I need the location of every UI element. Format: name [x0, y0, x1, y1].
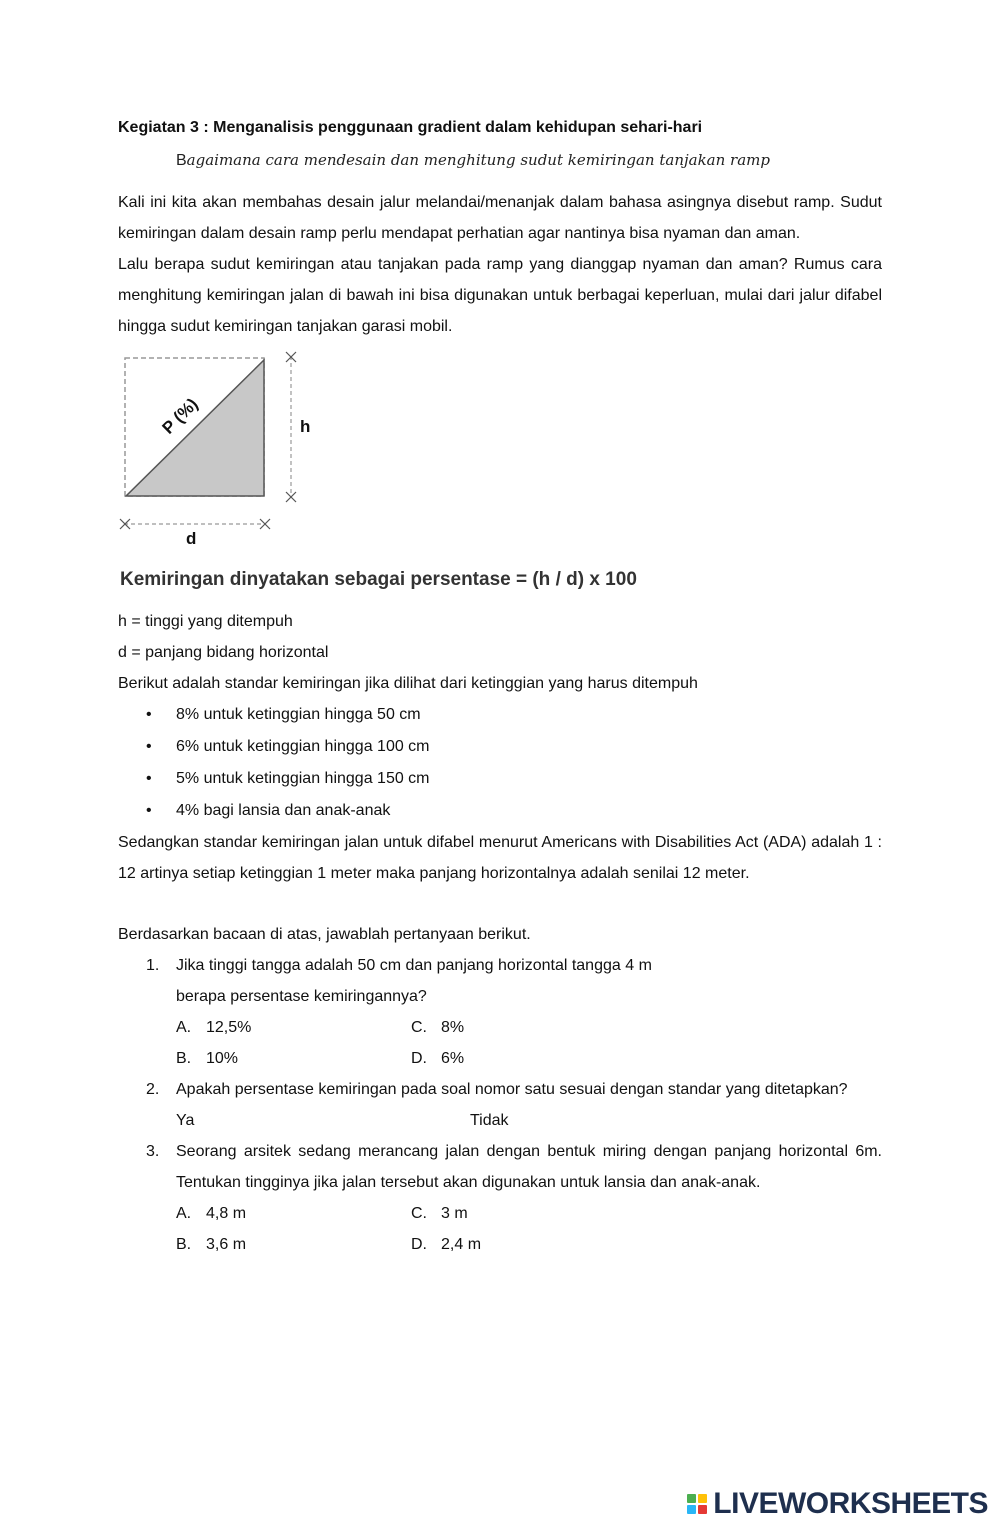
question-2-options — [176, 1105, 882, 1136]
option-no[interactable]: Tidak — [470, 1112, 509, 1129]
liveworksheets-logo-text: LIVEWORKSHEETS — [713, 1487, 988, 1520]
definitions — [118, 606, 882, 699]
slope-label: P (%) — [158, 394, 202, 438]
question-3-options — [176, 1198, 882, 1260]
standard-intro: Berikut adalah standar kemiringan jika dilihat dari ketinggian yang harus ditempuh — [118, 675, 698, 692]
subtitle-capital: B — [176, 152, 187, 169]
liveworksheets-logo-icon — [687, 1494, 707, 1514]
question-1 — [118, 950, 882, 1074]
option-d[interactable]: D. 2,4 m — [411, 1236, 482, 1253]
slope-formula: Kemiringan dinyatakan sebagai persentase = (h / d) x 100 — [120, 569, 637, 590]
intro-paragraph-2: Lalu berapa sudut kemiringan atau tanjakan pada ramp yang dianggap nyaman dan aman? Rumus cara menghitung kemiringan jalan di bawah ini bisa digunakan untuk berbagai keperluan, mulai dari jalur difabel hingga sudut kemiringan tanjakan garasi mobil. — [118, 256, 882, 335]
question-2-text: Apakah persentase kemiringan pada soal nomor satu sesuai dengan standar yang ditetapkan? — [176, 1081, 848, 1098]
option-a[interactable]: A. 4,8 m — [176, 1205, 247, 1222]
question-3-text: Seorang arsitek sedang merancang jalan dengan bentuk miring dengan panjang horizontal 6m. Tentukan tingginya jika jalan tersebut akan digunakan untuk lansia dan anak-anak. — [176, 1143, 882, 1191]
question-1-line-1: Jika tinggi tangga adalah 50 cm dan panjang horizontal tangga 4 m — [176, 957, 652, 974]
option-b[interactable]: B. 3,6 m — [176, 1236, 247, 1253]
instructions: Berdasarkan bacaan di atas, jawablah pertanyaan berikut. — [118, 926, 531, 943]
subtitle-text: agaimana cara mendesain dan menghitung sudut kemiringan tanjakan ramp — [186, 151, 770, 169]
ramp-diagram-svg — [118, 348, 318, 548]
definition-d: d = panjang bidang horizontal — [118, 644, 329, 661]
question-number: 2. — [146, 1081, 160, 1098]
height-label: h — [300, 417, 311, 436]
distance-label: d — [186, 529, 197, 548]
ada-paragraph: Sedangkan standar kemiringan jalan untuk difabel menurut Americans with Disabilities Act (ADA) adalah 1 : 12 artinya setiap ketinggian 1 meter maka panjang horizontalnya adalah senilai 12 meter. — [118, 834, 882, 882]
option-c[interactable]: C. 8% — [411, 1019, 465, 1036]
activity-heading: Kegiatan 3 : Menganalisis penggunaan gradient dalam kehidupan sehari-hari — [118, 119, 703, 136]
question-3 — [118, 1136, 882, 1260]
question-1-options — [176, 1012, 882, 1074]
liveworksheets-logo[interactable] — [687, 1487, 988, 1521]
question-number: 1. — [146, 957, 160, 974]
ramp-diagram — [118, 348, 882, 548]
question-number: 3. — [146, 1143, 160, 1160]
questions-list — [118, 950, 882, 1260]
worksheet-page — [118, 116, 882, 1260]
list-item: • 8% untuk ketinggian hingga 50 cm — [118, 699, 882, 731]
list-item: • 4% bagi lansia dan anak-anak — [118, 795, 882, 827]
definition-h: h = tinggi yang ditempuh — [118, 613, 293, 630]
option-a[interactable]: A. 12,5% — [176, 1019, 252, 1036]
activity-subtitle — [118, 148, 882, 173]
option-d[interactable]: D. 6% — [411, 1050, 465, 1067]
question-2 — [118, 1074, 882, 1136]
standards-list — [118, 699, 882, 827]
intro-paragraph-1: Kali ini kita akan membahas desain jalur melandai/menanjak dalam bahasa asingnya disebut ramp. Sudut kemiringan dalam desain ramp perlu mendapat perhatian agar nantinya bisa nyaman dan aman. — [118, 194, 882, 242]
ramp-triangle — [126, 360, 264, 496]
question-1-line-2: berapa persentase kemiringannya? — [176, 988, 427, 1005]
option-b[interactable]: B. 10% — [176, 1050, 239, 1067]
option-c[interactable]: C. 3 m — [411, 1205, 468, 1222]
list-item: • 6% untuk ketinggian hingga 100 cm — [118, 731, 882, 763]
option-yes[interactable]: Ya — [176, 1112, 195, 1129]
list-item: • 5% untuk ketinggian hingga 150 cm — [118, 763, 882, 795]
